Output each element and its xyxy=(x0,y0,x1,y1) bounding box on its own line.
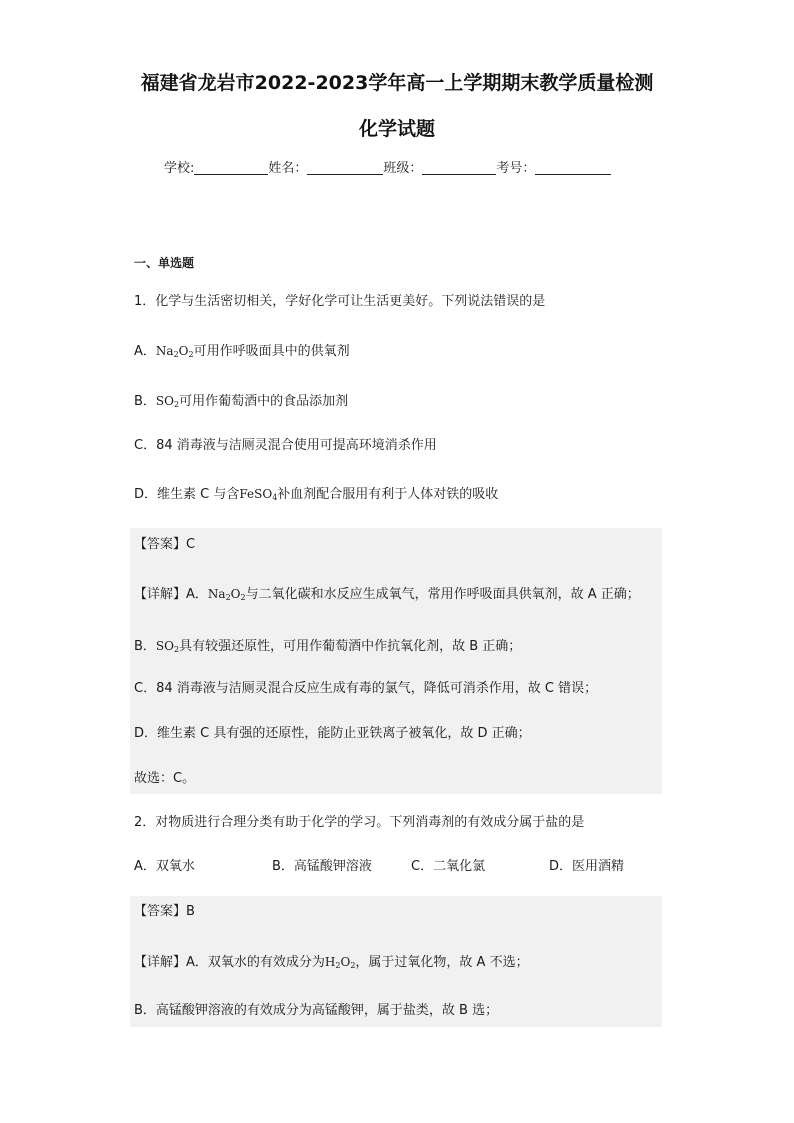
page-subtitle: 化学试题 xyxy=(358,118,435,140)
q1-detail-b: B．$SO_2$具有较强还原性，可用作葡萄酒中作抗氧化剂，故 B 正确； xyxy=(134,639,522,654)
exam-number-label: 考号： xyxy=(496,161,536,176)
school-label: 学校: xyxy=(164,161,195,176)
q1-stem: 1．化学与生活密切相关，学好化学可让生活更美好。下列说法错误的是 xyxy=(134,294,546,309)
q1-answer-block xyxy=(130,528,662,794)
q2-stem: 2．对物质进行合理分类有助于化学的学习。下列消毒剂的有效成分属于盐的是 xyxy=(134,815,585,830)
class-label: 班级： xyxy=(383,161,423,176)
q2-detail-b: B．高锰酸钾溶液的有效成分为高锰酸钾，属于盐类，故 B 选； xyxy=(134,1003,499,1018)
q2-answer: 【答案】B xyxy=(134,904,195,919)
q1-detail-c: C．84 消毒液与洁厕灵混合反应生成有毒的氯气，降低可消杀作用，故 C 错误； xyxy=(134,681,598,696)
q1-answer: 【答案】C xyxy=(134,537,196,552)
page-title: 福建省龙岩市2022-2023学年高一上学期期末教学质量检测 xyxy=(140,72,654,94)
q1-detail-a: 【详解】A．$Na_2O_2$与二氧化碳和水反应生成氧气，常用作呼吸面具供氧剂，故 A 正确； xyxy=(134,587,640,602)
q2-option-d: D．医用酒精 xyxy=(549,859,625,874)
q2-option-a: A．双氧水 xyxy=(134,859,195,874)
q1-conclusion: 故选：C。 xyxy=(134,771,196,786)
q2-option-b: B．高锰酸钾溶液 xyxy=(272,859,372,874)
q1-option-a: A．$Na_2O_2$可用作呼吸面具中的供氧剂 xyxy=(134,344,350,359)
student-info-row xyxy=(164,161,611,177)
name-label: 姓名： xyxy=(268,161,308,176)
section-heading: 一、单选题 xyxy=(134,256,195,270)
q1-option-d: D．维生素 C 与含FeSO$_4$补血剂配合服用有利于人体对铁的吸收 xyxy=(134,487,499,502)
class-field[interactable] xyxy=(422,162,496,175)
name-field[interactable] xyxy=(307,162,383,175)
q1-detail-d: D．维生素 C 具有强的还原性，能防止亚铁离子被氧化，故 D 正确； xyxy=(134,726,531,741)
q2-detail-a: 【详解】A．双氧水的有效成分为$H_2O_2$，属于过氧化物，故 A 不选； xyxy=(134,955,529,970)
q2-option-c: C．二氧化氯 xyxy=(411,859,486,874)
q1-option-c: C．84 消毒液与洁厕灵混合使用可提高环境消杀作用 xyxy=(134,438,437,453)
q1-option-b: B．$SO_2$可用作葡萄酒中的食品添加剂 xyxy=(134,394,349,409)
school-field[interactable] xyxy=(194,162,268,175)
exam-number-field[interactable] xyxy=(535,162,611,175)
